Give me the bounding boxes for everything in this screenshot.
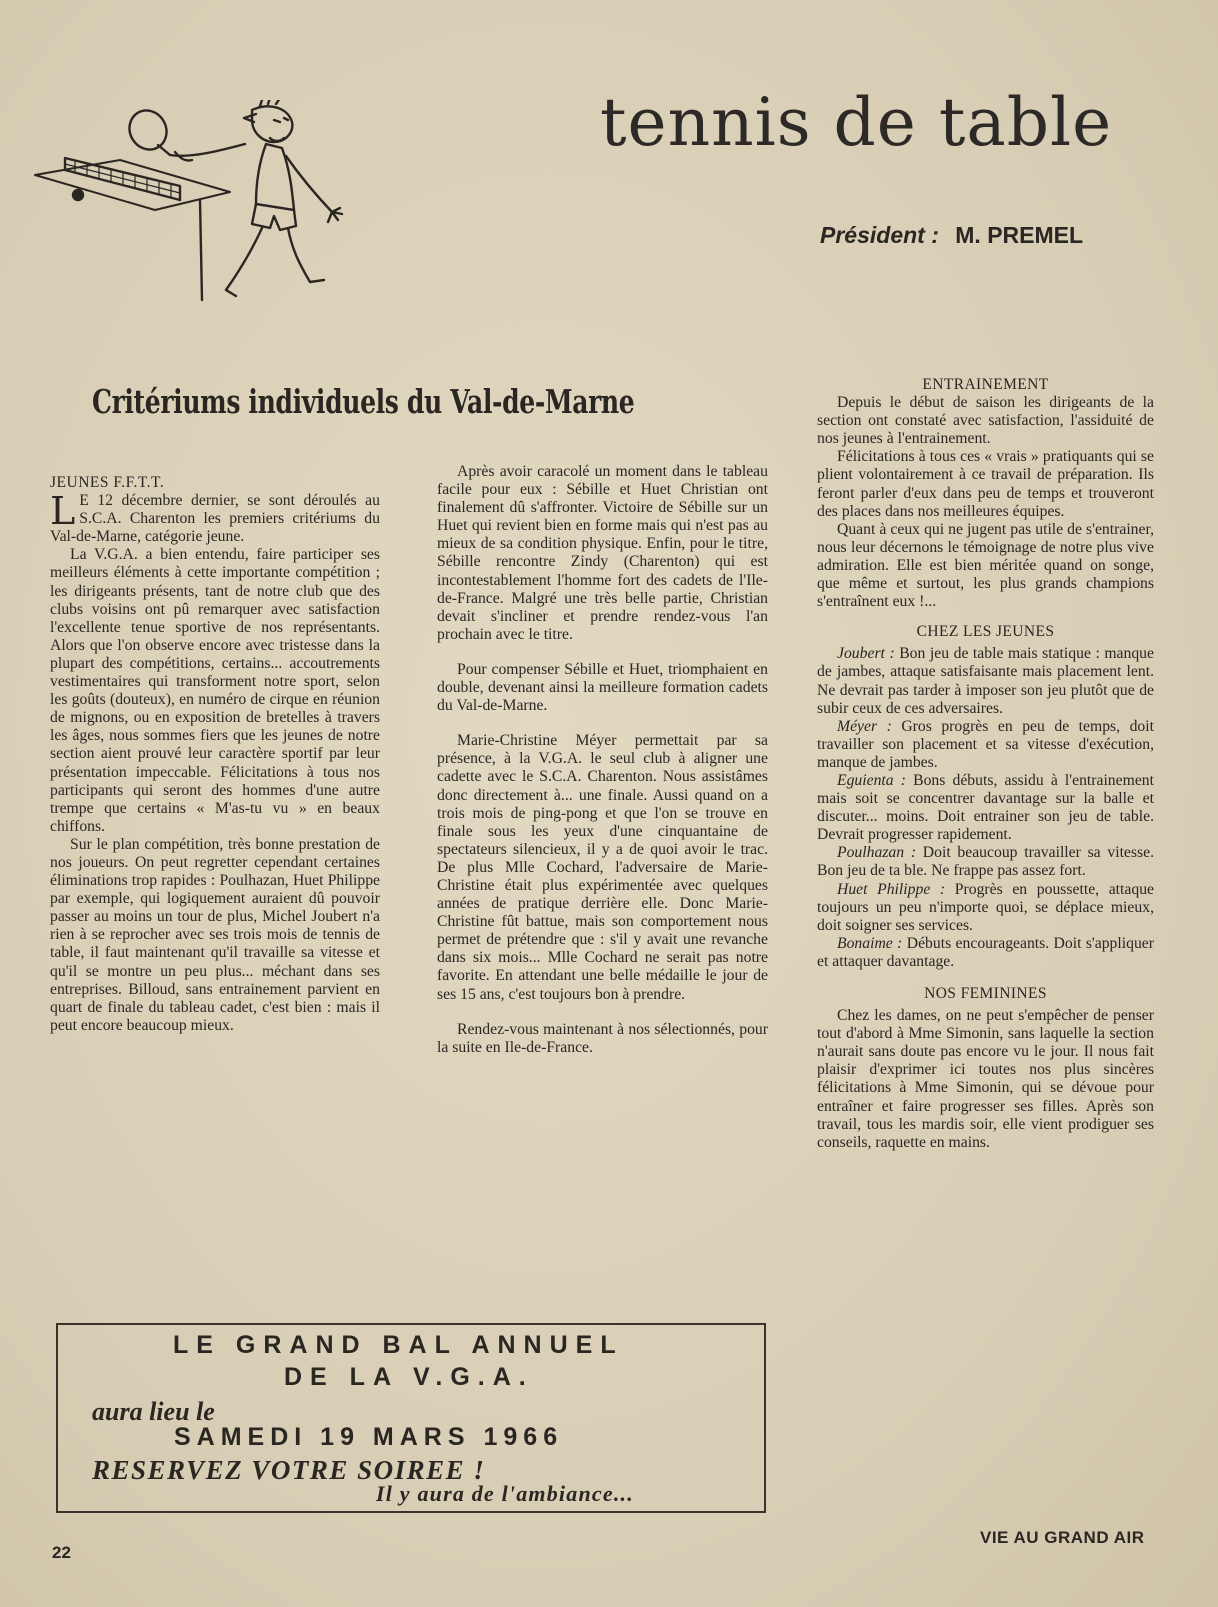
magazine-name: VIE AU GRAND AIR <box>980 1528 1145 1547</box>
feminines-heading: NOS FEMININES <box>924 985 1047 1002</box>
article-paragraph: Chez les dames, on ne peut s'empêcher de penser tout d'abord à Mme Simonin, sans laquelle la section n'aurait sans doute pas encore vu le jour. Il nous fait plaisir d'exprimer ici toutes nos plus sincères félicitations à Mme Simonin, qui se dévoue pour entraîner et faire progresser ses filles. Après son travail, tous les mardis soir, elle vient prodiguer ses conseils, raquette en mains. <box>817 1007 1154 1151</box>
article-paragraph: Après avoir caracolé un moment dans le tableau facile pour eux : Sébille et Huet Christian ont finalement dû s'affronter. Victoire de Sébille sur un Huet qui revient bien en forme mais qui n'est pas au mieux de sa condition physique. Enfin, pour le titre, Sébille rencontre Zindy (Charenton) qui est incontestablement l'homme fort des cadets de l'Ile-de-France. Malgré une très belle partie, Christian devait s'incliner et prendre rendez-vous l'an prochain avec le titre. <box>437 463 768 643</box>
entrainement-heading: ENTRAINEMENT <box>922 376 1049 393</box>
article-paragraph: Pour compenser Sébille et Huet, triomphaient en double, devenant ainsi la meilleure formation cadets du Val-de-Marne. <box>437 660 768 715</box>
player-note: Poulhazan : Doit beaucoup travailler sa vitesse. Bon jeu de ta ble. Ne frappe pas assez fort. <box>817 844 1154 880</box>
section-title: tennis de table <box>600 84 1113 161</box>
player-note: Méyer : Gros progrès en peu de temps, doit travailler son placement et sa vitesse d'exécution, manque de jambes. <box>817 717 1154 771</box>
announcement-intro: aura lieu le <box>92 1397 215 1426</box>
president-label: Président : <box>820 222 939 248</box>
player-note: Joubert : Bon jeu de table mais statique : manque de jambes, attaque satisfaisante mais placement lent. Ne devrait pas tarder à imposer son jeu plutôt que de subir ceux de ces adversaires. <box>817 645 1154 717</box>
announcement-subtitle: DE LA V.G.A. <box>284 1363 534 1391</box>
player-note: Eguienta : Bons débuts, assidu à l'entrainement mais soit se concentrer davantage sur la balle et discuter... moins. Doit entrainer son jeu de table. Devrait progresser rapidement. <box>817 771 1154 844</box>
article-column-1 <box>50 474 380 1035</box>
president-line <box>820 222 1140 249</box>
article-paragraph: Félicitations à tous ces « vrais » pratiquants qui se plient volontairement à ce travail de préparation. Ils feront parler d'eux dans peu de temps et trouveront des places dans nos meilleures équipes. <box>817 448 1154 520</box>
announcement-reserve: RESERVEZ VOTRE SOIREE ! <box>92 1455 486 1485</box>
article-paragraph: Depuis le début de saison les dirigeants de la section ont constaté avec satisfaction, l'assiduité de nos jeunes à l'entrainement. <box>817 394 1154 448</box>
player-note: Huet Philippe : Progrès en poussette, attaque toujours un peu n'importe quoi, se déplace mieux, doit soigner ses services. <box>817 880 1155 934</box>
article-paragraph: Rendez-vous maintenant à nos sélectionnés, pour la suite en Ile-de-France. <box>437 1020 768 1056</box>
jeunes-heading: CHEZ LES JEUNES <box>916 623 1055 641</box>
drop-cap: L <box>50 489 76 534</box>
article-headline: Critériums individuels du Val-de-Marne <box>92 382 635 421</box>
announcement-date: SAMEDI 19 MARS 1966 <box>174 1423 564 1451</box>
article-paragraph: La V.G.A. a bien entendu, faire participer ses meilleurs éléments à cette importante compétition ; les dirigeants présents, tant de notre club que des clubs voisins ont pû remarquer avec satisfaction l'excellente tenue sportive de nos représentants. Alors que l'on observe encore avec tristesse dans la plupart des compétitions, certains... accoutrements vestimentaires qui transforment notre sport, selon les goûts (douteux), en numéro de cirque en réunion de mignons, ou en exposition de bretelles à travers les âges, nous sommes fiers que les jeunes de notre section aient prouvé leur caractère sportif par leur présentation impeccable. Félicitations à tous nos participants qui seront des hommes d'une autre trempe que certains « M'as-tu vu » en beaux chiffons. <box>50 546 380 835</box>
article-column-3 <box>817 376 1154 1152</box>
president-name: M. PREMEL <box>955 222 1084 248</box>
player-note: Bonaime : Débuts encourageants. Doit s'appliquer et attaquer davantage. <box>817 934 1154 970</box>
article-column-2 <box>437 463 768 1057</box>
article-paragraph: L E 12 décembre dernier, se sont déroulés au S.C.A. Charenton les premiers critériums du Val-de-Marne, catégorie jeune. <box>50 489 380 546</box>
announcement-title: LE GRAND BAL ANNUEL <box>173 1331 624 1359</box>
column-subheading: JEUNES F.F.T.T. <box>50 474 165 491</box>
page-number: 22 <box>52 1543 71 1562</box>
announcement-tagline: Il y aura de l'ambiance... <box>376 1481 634 1506</box>
article-paragraph: Quant à ceux qui ne jugent pas utile de s'entrainer, nous leur décernons le témoignage de notre plus vive admiration. Elle est bien méritée quand on songe, que même et surtout, les plus grands champions s'entraînent eux !... <box>817 520 1154 611</box>
article-paragraph: Sur le plan compétition, très bonne prestation de nos joueurs. On peut regretter cependant certaines éliminations trop rapides : Poulhazan, Huet Philippe par exemple, qui logiquement auraient dû pouvoir passer au moins un tour de plus, Michel Joubert n'a rien à se reprocher avec ses trois mois de tennis de table, il faut maintenant qu'il travaille sa vitesse et qu'il se montre un peu plus... méchant dans ses entreprises. Billoud, sans entrainement parvient en quart de finale du tableau cadet, c'est bien : mais il peut encore beaucoup mieux. <box>50 835 380 1034</box>
bal-announcement-box <box>56 1323 766 1513</box>
ping-pong-player-icon <box>30 100 370 315</box>
article-paragraph: Marie-Christine Méyer permettait par sa présence, à la V.G.A. le seul club à aligner une cadette avec le S.C.A. Charenton. Nous assistâmes donc directement à... une finale. Aussi quand on a trois mois de ping-pong et que l'on se trouve en finale sous les yeux d'une cinquantaine de spectateurs silencieux, il y a de quoi avoir le trac. De plus Mlle Cochard, l'adversaire de Marie-Christine était plus expérimentée avec quelques années de pratique derrière elle. Donc Marie-Christine fût battue, mais son comportement nous permet de prétendre que : s'il y avait une revanche dans six mois... Mlle Cochard ne serait pas notre favorite. En attendant une belle médaille le jour de ses 15 ans, c'est toujours bon à prendre. <box>437 732 768 1003</box>
